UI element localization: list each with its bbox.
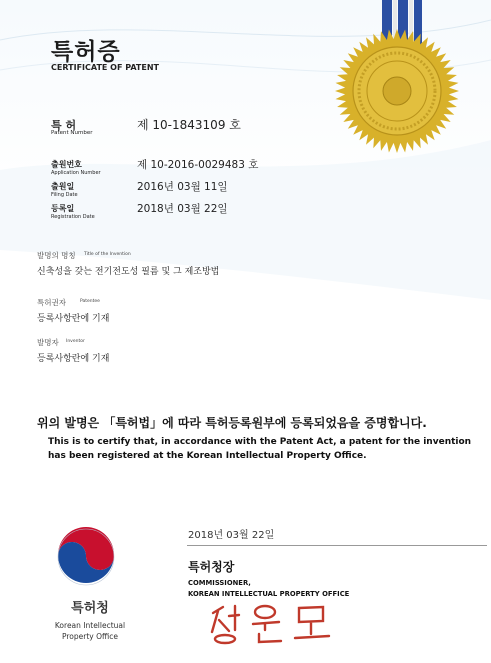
commissioner-title-en-1: COMMISSIONER,	[188, 579, 251, 587]
application-number-value: 제 10-2016-0029483 호	[137, 159, 259, 171]
patent-number-value: 제 10-1843109 호	[137, 118, 241, 132]
kipo-name-en-2: Property Office	[61, 632, 118, 641]
inventor-label-en: Inventor	[66, 339, 85, 344]
application-number-label-en: Application Number	[51, 170, 101, 176]
patentee-label-en: Patentee	[80, 299, 100, 304]
certification-statement-en-2: has been registered at the Korean Intellectual Property Office.	[48, 451, 367, 461]
kipo-name: 특허청	[71, 601, 109, 616]
commissioner-signature	[205, 598, 335, 648]
commissioner-title: 특허청장	[188, 560, 235, 574]
invention-title-label-en: Title of the Invention	[84, 252, 131, 257]
inventor-label: 발명자	[37, 338, 59, 347]
certificate-title: 특허증	[51, 39, 121, 65]
filing-date-label-en: Filing Date	[51, 192, 78, 198]
patentee-value: 등록사항란에 기재	[37, 314, 110, 324]
issue-date: 2018년 03월 22일	[188, 530, 275, 541]
gold-seal-icon	[334, 28, 460, 154]
invention-title-label: 발명의 명칭	[37, 251, 76, 260]
filing-date-label: 출원일	[51, 182, 75, 191]
certificate-title-en: CERTIFICATE OF PATENT	[51, 63, 159, 72]
invention-title-value: 신축성을 갖는 전기전도성 필름 및 그 제조방법	[37, 267, 220, 277]
patentee-label: 특허권자	[37, 298, 66, 307]
inventor-value: 등록사항란에 기재	[37, 354, 110, 364]
registration-date-value: 2018년 03월 22일	[137, 203, 228, 215]
registration-date-label-en: Registration Date	[51, 214, 95, 220]
patent-number-label: 특 허	[51, 119, 77, 132]
certification-statement-en-1: This is to certify that, in accordance with the Patent Act, a patent for the invention	[48, 437, 472, 447]
certification-statement-ko: 위의 발명은 「특허법」에 따라 특허등록원부에 등록되었음을 증명합니다.	[37, 416, 427, 430]
patent-number-label-en: Patent Number	[51, 130, 93, 136]
signature-divider	[187, 545, 487, 546]
kipo-name-en-1: Korean Intellectual	[54, 621, 126, 630]
commissioner-title-en-2: KOREAN INTELLECTUAL PROPERTY OFFICE	[188, 590, 350, 598]
taegeuk-logo-icon	[54, 525, 118, 589]
application-number-label: 출원번호	[51, 160, 82, 169]
filing-date-value: 2016년 03월 11일	[137, 181, 228, 193]
registration-date-label: 등록일	[51, 204, 75, 213]
